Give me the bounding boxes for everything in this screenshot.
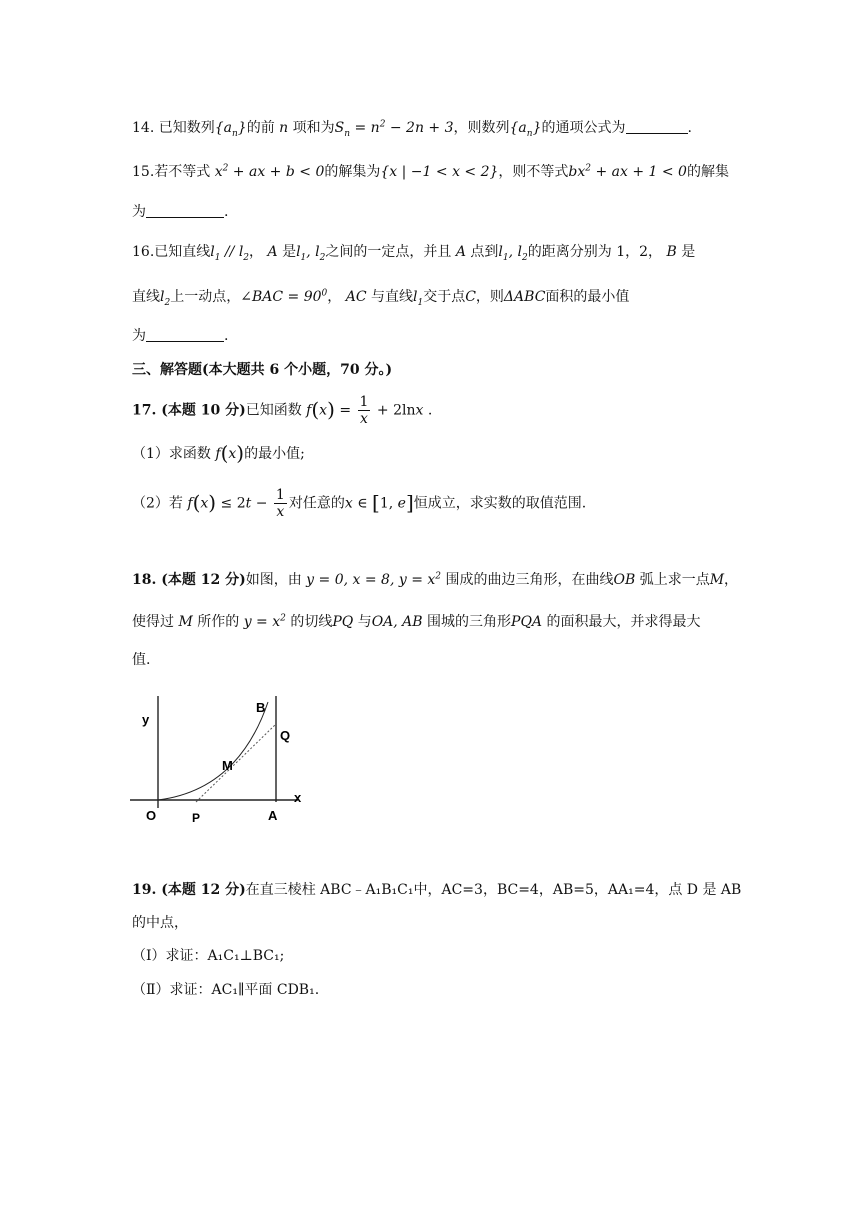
x-axis-label: x [294, 790, 302, 805]
q14-number: 14. [132, 120, 155, 136]
section-heading: 三、解答题(本大题共 6 个小题，70 分。) [132, 362, 393, 378]
point-b-label: B [256, 700, 266, 715]
point-a-label: A [268, 808, 278, 823]
curve-triangle-figure [128, 690, 328, 830]
question-18-line3: 值. [132, 652, 151, 668]
origin-label: O [146, 808, 157, 823]
question-15-line2: 为 . [132, 204, 229, 220]
question-18: 18. (本题 12 分)如图，由 y = 0, x = 8, $y = x^2$ 围成的曲边三角形，在曲线OB 弧上求一点M， [132, 571, 739, 588]
question-15: 15.若不等式 $x^2$ + ax + b < 0的解集为{x | −1 < x < 2}，则不等式$bx^2$ + ax + 1 < 0的解集 [132, 163, 729, 180]
tangent-line [196, 724, 276, 802]
answer-blank [626, 119, 688, 134]
point-q-label: Q [280, 728, 291, 743]
answer-blank [146, 203, 224, 218]
question-19-part1: （Ⅰ）求证：A₁C₁⊥BC₁; [132, 948, 285, 964]
question-16: 16.已知直线$l_1 // l_2$， A 是$l_1$, $l_2$之间的一定点，并且 A 点到$l_1$, $l_2$的距离分别为 1，2， B 是 [132, 244, 696, 263]
point-m-label: M [222, 758, 233, 773]
question-19-line2: 的中点， [132, 915, 188, 931]
question-16-line3: 为 . [132, 328, 229, 344]
point-p-label: P [192, 811, 201, 825]
question-18-line2: 使得过 M 所作的 $y = x^2$ 的切线PQ 与OA, AB 围城的三角形PQA 的面积最大，并求得最大 [132, 613, 701, 630]
question-19: 19. (本题 12 分)在直三棱柱 ABC﹣A₁B₁C₁中，AC=3，BC=4，AB=5，AA₁=4，点 D 是 AB [132, 882, 742, 898]
question-19-part2: （Ⅱ）求证：AC₁∥平面 CDB₁. [132, 982, 320, 998]
y-axis-label: y [142, 712, 150, 727]
question-14: 14. 已知数列$\{a_n\}$的前 n 项和为$S_n = n^2 - 2n + 3$，则数列$\{a_n\}$的通项公式为 . [132, 119, 692, 139]
question-16-line2: 直线$l_2$上一动点，∠BAC = $90^0$， AC 与直线$l_1$交于点C，则ΔABC面积的最小值 [132, 288, 630, 308]
question-17: 17. (本题 10 分)已知函数 f(x) = $\frac{1}{x}$ + 2lnx . [132, 394, 433, 427]
parabola-curve [158, 702, 268, 800]
question-17-part1: （1）求函数 f(x)的最小值; [132, 441, 305, 465]
answer-blank [146, 327, 224, 342]
question-17-part2: （2）若 f(x) ≤ 2t − $\frac{1}{x}$ 对任意的x ∈ [1, e]恒成立，求实数的取值范围. [132, 487, 587, 520]
